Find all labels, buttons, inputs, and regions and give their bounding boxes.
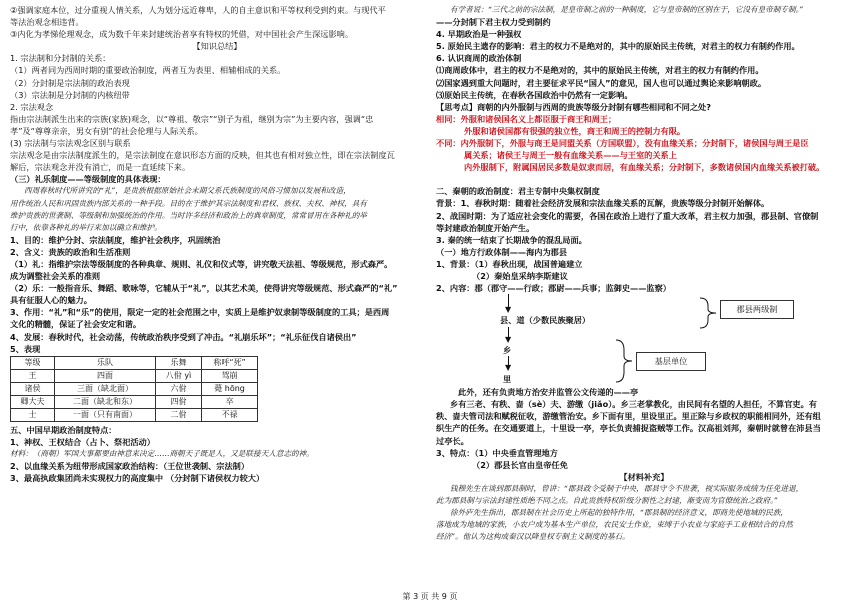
text-line: 2、战国时期：为了适应社会变化的需要，各国在政治上进行了重大改革，君主权力加强，郡县制、官僚制: [436, 210, 819, 221]
text-line: （2）分封制是宗法制的政治表现: [10, 77, 130, 88]
table-row: [11, 395, 258, 408]
text-line: 乡有三老、有秩、啬（sè）夫、游缴（jiǎo）。乡三老掌教化，由民间有名望的人担任，不算官吏。有: [450, 399, 817, 410]
quote-line: 徐外庐先生指出，郡县制在社会历史上所起的独特作用，“郡县制的经济意义，即商先使地域的民族，: [450, 508, 789, 518]
arrow-down-icon: ▼: [505, 305, 512, 315]
text-line: 1、目的：维护分封、宗法制度，维护社会秩序，巩固统治: [10, 234, 221, 245]
text-line: 文化的精髓，保证了社会安定和谐。: [10, 319, 142, 330]
table-cell: 四佾: [155, 395, 201, 408]
think-point: 【思考点】商朝的内外服制与西周的贵族等级分封制有哪些相同和不同之处?: [436, 101, 711, 112]
table-cell: 二面（缺北和东）: [55, 395, 156, 408]
spacer-line: [436, 173, 852, 185]
section-heading: 【知识总结】: [192, 41, 242, 52]
right-column: [436, 4, 852, 543]
quote-line: 落地成为地域的家族，小农户成为基本生产单位，农民安土作业，束缚于小农业与家庭手工业相结合的自然: [436, 520, 793, 530]
table-cell: 八佾 yì: [155, 369, 201, 382]
table-cell: 薨 hōng: [202, 382, 258, 395]
text-line: 2、含义：贵族的政治和生活准则: [10, 246, 131, 257]
text-line: 秩、啬夫管司法和赋税征收，游缴管治安。乡下面有里，里设里正。里正除与乡政权的职能相同外，还有组: [436, 411, 821, 422]
text-line: ⑶原始民主传统，在春秋各国政治中仍然有一定影响。: [436, 89, 633, 100]
text-line: 2. 宗法观念: [10, 101, 54, 112]
text-line: 背景：1、春秋时期：随着社会经济发展和宗法血缘关系的瓦解，贵族等级分封制开始解体。: [436, 198, 770, 209]
grassroots-unit-box: 基层单位: [636, 352, 706, 371]
table-cell: 卿大夫: [11, 395, 55, 408]
text-line: 4、发展：春秋时代，社会动荡，传统政治秩序受到了冲击。“礼崩乐坏”；“礼乐征伐自诸侯出”: [10, 331, 357, 342]
section-heading: 二、秦朝的政治制度：君主专制中央集权制度: [436, 186, 600, 197]
text-line: 宗法观念是由宗法制度派生的，是宗法制度在意识形态方面的反映，但其也有相对独立性，即在宗法制度瓦: [10, 150, 395, 161]
table-cell: 六佾: [155, 382, 201, 395]
text-line: ⑵国家遇到重大问题时，君主要征求平民“国人”的意见，国人也可以通过舆论来影响朝政。: [436, 77, 767, 88]
brace-top-icon: [698, 296, 718, 330]
text-line: 解后，宗法观念并没有消亡，而是一直延续下来。: [10, 162, 191, 173]
text-line: 2、以血缘关系为纽带形成国家政治结构：（王位世袭制、宗法制）: [10, 461, 250, 471]
left-column: [10, 4, 424, 484]
table-cell: 不禄: [202, 408, 258, 421]
brace-bottom-icon: [614, 338, 634, 384]
text-line: 1、神权、王权结合（占卜、祭祀活动）: [10, 436, 155, 447]
two-level-system-box: 郡县两级制: [720, 300, 794, 319]
table-row: [11, 408, 258, 421]
quote-line: 用作统治人民和巩固贵族内部关系的一种手段。目的在于维护其宗法制度和君权、族权、夫权、神权，具有: [10, 198, 367, 208]
text-line: （一）地方行政体制——海内为郡县: [436, 246, 568, 257]
ritual-music-table: [10, 356, 258, 422]
text-line: 5. 原始民主遗存的影响：君主的权力不是绝对的，其中的原始民主传统，对君主的权力有制约作用。: [436, 41, 800, 52]
red-text-line: 不同：内外服制下，外服与商王是同盟关系（方国联盟），没有血缘关系；分封制下，诸侯国与周王是臣: [436, 138, 809, 149]
table-cell: 卒: [202, 395, 258, 408]
table-cell: 二佾: [155, 408, 201, 421]
table-row: [11, 382, 258, 395]
table-header-cell: 乐舞: [155, 356, 201, 369]
county-hierarchy-diagram: [436, 294, 852, 386]
quote-line: 经济”。他认为这构成秦汉以降皇权专制主义制度的基石。: [436, 532, 630, 542]
county-label: 县、道（少数民族聚居）: [500, 315, 591, 326]
section-heading: 【材料补充】: [619, 471, 669, 482]
quote-line: 有学者说：“三代之前的宗法制，是皇帝制之前的一种制度，它与皇帝制的区别在于，它没有皇帝制专制。”: [450, 5, 804, 14]
table-header-cell: 等级: [11, 356, 55, 369]
text-line: 6. 认识商周的政治体制: [436, 53, 522, 64]
text-line: （1）两者同为西周时期的重要政治制度，两者互为表里、相辅相成的关系。: [10, 65, 286, 76]
red-text-line: 相同：外服和诸侯国名义上都臣服于商王和周王；: [436, 113, 617, 124]
village-label: 里: [503, 374, 512, 385]
text-line: （2）乐：一般指音乐、舞蹈、歌咏等，它辅从于“礼”，以其艺术美，使得讲究等级规范、形式森严的“礼”: [10, 283, 398, 294]
text-line: ⑴商周政体中，君主的权力不是绝对的，其中的原始民主传统，对君主的权力有制约作用。: [436, 65, 764, 76]
text-line: 指由宗法制派生出来的宗族(家族)观念，以“尊祖、敬宗”“别子为祖，继别为宗”为主要内容，强调“忠: [10, 113, 374, 124]
text-line: （3）宗法制是分封制的内核纽带: [10, 89, 130, 100]
text-line: 3、作用：“礼”和“乐”的使用，限定一定的社会范围之中，实质上是维护奴隶制等级制度的工具；是西周: [10, 307, 390, 318]
text-line: （1）礼：指维护宗法等级制度的各种典章、规则、礼仪和仪式等，讲究敬天法祖、等级规范，形式森严。: [10, 258, 393, 269]
text-line: 4. 早期政治是一种强权: [436, 29, 522, 40]
text-line: 3. 秦的统一结束了长期战争的混乱局面。: [436, 234, 587, 245]
text-line: 2、内容：郡（郡守——行政；郡尉——兵事；监御史——监察）: [436, 283, 671, 294]
text-line: 织生产的任务。在交通要道上，十里设一亭，亭长负责捕捉盗贼等工作。汉高祖刘邦，秦朝时就曾在沛县当: [436, 423, 821, 434]
text-line: 1. 宗法制和分封制的关系：: [10, 53, 111, 64]
quote-line: 维护贵族的世袭制、等级制和加强统治的作用。当时许多经济和政治上的典章制度，常常冒用在各种礼的举: [10, 210, 367, 220]
table-cell: 四面: [55, 369, 156, 382]
quote-line: 西周春秋时代所讲究的“礼”，是贵族根据原始社会末期父系氏族制度的风俗习惯加以发展和改造，: [24, 186, 351, 196]
page-number: 第 3 页 共 9 页: [402, 592, 458, 601]
quote-line: 材料：（商朝）军国大事都要由神意来决定……商朝天子既是人，又是联接天人意志的神。: [10, 448, 314, 458]
text-line: （2）秦始皇采纳李斯建议: [472, 270, 568, 281]
text-line: 3、特点：（1）中央垂直管理地方: [436, 447, 558, 458]
table-header-row: [11, 356, 258, 369]
text-line: 等封建政治制度开始产生。: [436, 222, 535, 233]
table-header-cell: 乐队: [55, 356, 156, 369]
text-line: ——分封制下君主权力受到制约: [436, 17, 551, 28]
table-row: [11, 369, 258, 382]
text-line: 过亭长。: [436, 435, 469, 446]
subsection-heading: （三）礼乐制度——等级制度的具体表现：: [10, 174, 166, 185]
quote-line: 此为郡县制与宗法封建性质绝不同之点。自此贵族特权阶级分割性之封建，渐变而为官僚统治之政府。”: [436, 496, 778, 505]
table-cell: 王: [11, 369, 55, 382]
text-line: 等法治观念相违背。: [10, 17, 84, 28]
text-line: 五、中国早期政治制度特点：: [10, 424, 117, 435]
arrow-down-icon: ▼: [505, 335, 512, 345]
text-line: （2）郡县长官由皇帝任免: [472, 459, 568, 470]
text-line: 成为调整社会关系的准则: [10, 271, 101, 282]
red-text-line: 内外服制下，附属国居民多数是奴隶而居，有血缘关系；分封制下，多数诸侯国内血缘关系被打破。: [464, 162, 825, 173]
table-cell: 诸侯: [11, 382, 55, 395]
red-text-line: 属关系；诸侯王与周王一般有血缘关系——与王室的关系上: [464, 150, 677, 161]
table-cell: 驾崩: [202, 369, 258, 382]
text-line: 5、表现: [10, 343, 41, 354]
text-line: ②强调家庭本位，过分重视人情关系，人为划分远近尊卑，人的自主意识和平等权利受到约束。与现代平: [10, 5, 386, 15]
table-cell: 三面（缺北面）: [55, 382, 156, 395]
township-label: 乡: [503, 345, 512, 356]
text-line: 此外，还有负责地方治安并监管公文传递的——亭: [458, 387, 639, 398]
table-cell: 士: [11, 408, 55, 421]
quote-line: 钱穆先生在谈到郡县制时，曾讲：“郡县政令受制于中央，郡县守令不世袭，视实际服务成绩为任免进退，: [450, 483, 804, 493]
text-line: 3、最高执政集团尚未实现权力的高度集中 （分封制下诸侯权力较大）: [10, 473, 265, 484]
table-cell: 一面（只有南面）: [55, 408, 156, 421]
arrow-down-icon: ▼: [505, 363, 512, 373]
text-line: (3) 宗法制与宗法观念区别与联系: [10, 138, 131, 149]
text-line: 孝”及“尊尊亲亲，男女有别”的社会伦理与人际关系。: [10, 125, 203, 136]
text-line: 1、背景：（1）春秋出现，战国普遍建立: [436, 258, 583, 269]
table-header-cell: 称呼“死”: [202, 356, 258, 369]
red-text-line: 外服和诸侯国都有很强的独立性，商王和周王的控制力有限。: [464, 125, 686, 136]
text-line: ③内化为孝悌伦理观念，成为数千年来封建统治者享有特权的凭借，对中国社会产生深远影响。: [10, 29, 354, 40]
quote-line: 行中，依靠各种礼的举行来加以确立和维护。: [10, 222, 162, 232]
text-line: 具有征服人心的魅力。: [10, 295, 92, 306]
